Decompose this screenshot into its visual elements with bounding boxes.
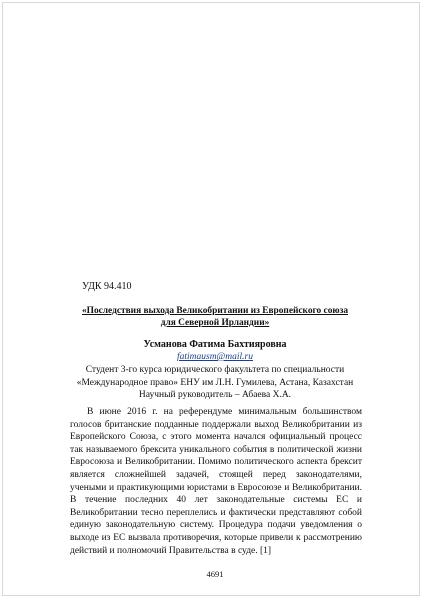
affiliation-line-2: «Международное право» ЕНУ им Л.Н. Гумилева, Астана, Казахстан [76, 377, 354, 388]
supervisor-line: Научный руководитель – Абаева Х.А. [138, 390, 292, 400]
author-email-link[interactable]: fatimausm@mail.ru [176, 352, 254, 362]
author-name: Усманова Фатима Бахтияровна [143, 339, 287, 350]
body-text [70, 406, 362, 557]
article-title [70, 305, 360, 329]
body-paragraph: В июне 2016 г. на референдуме минимальным большинством голосов британские подданные поддержали выход Великобритании из Европейского Союза, с этого момента начался официальный процесс так называемого брексита уникального события в политической жизни Евросоюза и Великобритании. Помимо политического аспекта брексит является сложнейшей задачей, стоящей перед законодателями, учеными и практикующими юристами в Евросоюзе и Великобритании. В течение последних 40 лет законодательные системы ЕС и Великобритании тесно переплелись и фактически представляют собой единую законодательную систему. Процедура подачи уведомления о выходе из ЕС вызвала противоречия, которые привели к рассмотрению действий и полномочий Правительства в суде. [1] [70, 407, 362, 556]
article-title-line-2: для Северной Ирландии» [160, 318, 270, 328]
article-title-line-1: «Последствия выхода Великобритании из Европейского союза [81, 306, 349, 316]
udk-code: УДК 94.410 [82, 281, 132, 292]
affiliation-line-1: Студент 3-го курса юридического факультета по специальности [85, 365, 345, 375]
page-number: 4691 [206, 569, 224, 579]
author-affiliation [70, 364, 360, 402]
